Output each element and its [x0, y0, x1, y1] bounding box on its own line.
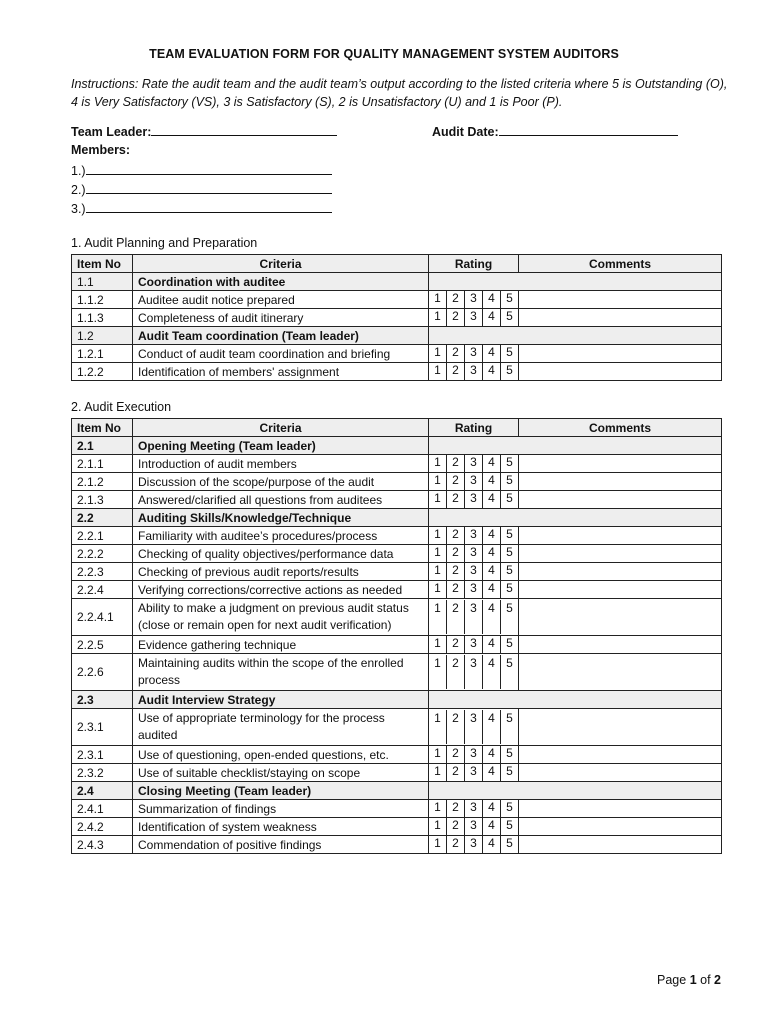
comments-cell[interactable] [519, 473, 722, 491]
page-label: Page [657, 973, 687, 987]
rating-option-5[interactable]: 5 [500, 655, 518, 689]
rating-cell [429, 491, 519, 509]
rating-option-4[interactable]: 4 [482, 764, 500, 781]
criteria-text: Answered/clarified all questions from auditees [133, 491, 429, 509]
rating-cell [429, 636, 519, 654]
rating-option-2[interactable]: 2 [446, 363, 464, 380]
rating-option-5[interactable]: 5 [500, 836, 518, 853]
rating-option-3[interactable]: 3 [464, 545, 482, 562]
rating-option-1[interactable]: 1 [434, 345, 441, 359]
item-number: 2.3.2 [72, 764, 133, 782]
criteria-text: Auditing Skills/Knowledge/Technique [133, 509, 429, 527]
item-number: 2.2.4.1 [72, 599, 133, 636]
rating-option-1[interactable]: 1 [434, 455, 441, 469]
rating-option-4[interactable]: 4 [482, 655, 500, 689]
table-row [72, 599, 722, 636]
comments-cell[interactable] [519, 345, 722, 363]
criteria-text: Maintaining audits within the scope of the enrolled process [133, 654, 429, 691]
rating-cell [429, 455, 519, 473]
criteria-text: Use of suitable checklist/staying on scope [133, 764, 429, 782]
item-number: 2.1.2 [72, 473, 133, 491]
rating-option-5[interactable]: 5 [500, 746, 518, 763]
criteria-text: Use of questioning, open-ended questions, etc. [133, 746, 429, 764]
criteria-text: Verifying corrections/corrective actions as needed [133, 581, 429, 599]
rating-option-3[interactable]: 3 [464, 363, 482, 380]
rating-option-2[interactable]: 2 [446, 710, 464, 744]
rating-option-1[interactable]: 1 [434, 601, 441, 615]
audit-planning-table [71, 254, 722, 381]
item-number: 1.2.2 [72, 363, 133, 381]
rating-option-1[interactable]: 1 [434, 473, 441, 487]
criteria-text: Summarization of findings [133, 800, 429, 818]
current-page: 1 [689, 973, 697, 987]
criteria-text: Conduct of audit team coordination and briefing [133, 345, 429, 363]
table-header-row [72, 419, 722, 437]
rating-option-2[interactable]: 2 [446, 818, 464, 835]
rating-option-3[interactable]: 3 [464, 455, 482, 472]
item-number: 2.4.1 [72, 800, 133, 818]
rating-option-1[interactable]: 1 [434, 563, 441, 577]
table-row [72, 746, 722, 764]
rating-option-2[interactable]: 2 [446, 800, 464, 817]
group-spacer [429, 691, 722, 709]
criteria-text: Evidence gathering technique [133, 636, 429, 654]
rating-cell [429, 473, 519, 491]
rating-option-1[interactable]: 1 [434, 836, 441, 850]
group-spacer [429, 437, 722, 455]
rating-option-1[interactable]: 1 [434, 746, 441, 760]
item-number: 2.3.1 [72, 709, 133, 746]
criteria-text: Opening Meeting (Team leader) [133, 437, 429, 455]
table-row [72, 764, 722, 782]
item-number: 1.1.2 [72, 291, 133, 309]
table-row [72, 527, 722, 545]
item-number: 2.4.2 [72, 818, 133, 836]
comments-cell[interactable] [519, 309, 722, 327]
table-row [72, 709, 722, 746]
table-row [72, 437, 722, 455]
comments-cell[interactable] [519, 363, 722, 381]
criteria-text: Checking of previous audit reports/results [133, 563, 429, 581]
rating-option-2[interactable]: 2 [446, 836, 464, 853]
rating-option-2[interactable]: 2 [446, 545, 464, 562]
rating-option-3[interactable]: 3 [464, 309, 482, 326]
member-2-line[interactable] [86, 181, 332, 194]
group-spacer [429, 509, 722, 527]
rating-option-4[interactable]: 4 [482, 800, 500, 817]
rating-option-2[interactable]: 2 [446, 491, 464, 508]
rating-option-4[interactable]: 4 [482, 818, 500, 835]
rating-option-1[interactable]: 1 [434, 491, 441, 505]
rating-option-5[interactable]: 5 [500, 818, 518, 835]
item-number: 2.2.4 [72, 581, 133, 599]
rating-option-1[interactable]: 1 [434, 363, 441, 377]
item-number: 2.2.2 [72, 545, 133, 563]
rating-option-3[interactable]: 3 [464, 818, 482, 835]
rating-option-1[interactable]: 1 [434, 636, 441, 650]
table-header-row [72, 255, 722, 273]
rating-option-3[interactable]: 3 [464, 581, 482, 598]
rating-option-5[interactable]: 5 [500, 800, 518, 817]
item-number: 2.4 [72, 782, 133, 800]
rating-option-5[interactable]: 5 [500, 491, 518, 508]
rating-option-2[interactable]: 2 [446, 636, 464, 653]
rating-option-2[interactable]: 2 [446, 345, 464, 362]
rating-option-4[interactable]: 4 [482, 491, 500, 508]
header-criteria: Criteria [133, 419, 429, 437]
rating-cell [429, 309, 519, 327]
rating-option-5[interactable]: 5 [500, 764, 518, 781]
rating-option-2[interactable]: 2 [446, 581, 464, 598]
comments-cell[interactable] [519, 455, 722, 473]
table-row [72, 345, 722, 363]
rating-option-5[interactable]: 5 [500, 563, 518, 580]
rating-option-4[interactable]: 4 [482, 746, 500, 763]
criteria-text: Completeness of audit itinerary [133, 309, 429, 327]
group-spacer [429, 782, 722, 800]
rating-option-1[interactable]: 1 [434, 711, 441, 725]
section-1-title: 1. Audit Planning and Preparation [71, 236, 258, 250]
rating-cell [429, 563, 519, 581]
rating-option-3[interactable]: 3 [464, 473, 482, 490]
item-number: 2.1.3 [72, 491, 133, 509]
member-3-field[interactable] [71, 200, 332, 216]
comments-cell[interactable] [519, 599, 722, 636]
header-comments: Comments [519, 255, 722, 273]
form-title: TEAM EVALUATION FORM FOR QUALITY MANAGEMENT SYSTEM AUDITORS [149, 47, 619, 61]
comments-cell[interactable] [519, 764, 722, 782]
item-number: 2.2.1 [72, 527, 133, 545]
rating-option-4[interactable]: 4 [482, 527, 500, 544]
table-row [72, 473, 722, 491]
criteria-text: Closing Meeting (Team leader) [133, 782, 429, 800]
table-row [72, 545, 722, 563]
item-number: 1.2.1 [72, 345, 133, 363]
comments-cell[interactable] [519, 746, 722, 764]
rating-option-3[interactable]: 3 [464, 527, 482, 544]
rating-cell [429, 581, 519, 599]
rating-option-2[interactable]: 2 [446, 291, 464, 308]
page-number [657, 973, 721, 987]
item-number: 2.1 [72, 437, 133, 455]
comments-cell[interactable] [519, 800, 722, 818]
rating-option-2[interactable]: 2 [446, 600, 464, 634]
rating-option-2[interactable]: 2 [446, 746, 464, 763]
instructions: Instructions: Rate the audit team and the audit team’s output according to the listed criteria where 5 is Outstanding (O), 4 is Very Satisfactory (VS), 3 is Satisfactory (S), 2 is Unsatisfactory (U) and 1 is Poor (P). [71, 77, 728, 109]
rating-option-1[interactable]: 1 [434, 527, 441, 541]
rating-option-4[interactable]: 4 [482, 345, 500, 362]
team-leader-field[interactable] [71, 123, 337, 139]
comments-cell[interactable] [519, 836, 722, 854]
rating-option-2[interactable]: 2 [446, 455, 464, 472]
rating-cell [429, 654, 519, 691]
criteria-text: Coordination with auditee [133, 273, 429, 291]
item-number: 1.2 [72, 327, 133, 345]
rating-cell [429, 836, 519, 854]
rating-option-1[interactable]: 1 [434, 581, 441, 595]
rating-option-5[interactable]: 5 [500, 636, 518, 653]
rating-option-4[interactable]: 4 [482, 545, 500, 562]
rating-option-3[interactable]: 3 [464, 710, 482, 744]
item-number: 2.3.1 [72, 746, 133, 764]
table-row [72, 491, 722, 509]
criteria-text: Identification of system weakness [133, 818, 429, 836]
rating-option-3[interactable]: 3 [464, 800, 482, 817]
criteria-text: Identification of members' assignment [133, 363, 429, 381]
table-row [72, 509, 722, 527]
rating-option-4[interactable]: 4 [482, 363, 500, 380]
criteria-text: Commendation of positive findings [133, 836, 429, 854]
member-3-label: 3.) [71, 202, 86, 216]
rating-option-3[interactable]: 3 [464, 655, 482, 689]
rating-option-5[interactable]: 5 [500, 309, 518, 326]
item-number: 2.2.6 [72, 654, 133, 691]
rating-option-4[interactable]: 4 [482, 581, 500, 598]
header-item-no: Item No [72, 419, 133, 437]
rating-option-5[interactable]: 5 [500, 291, 518, 308]
item-number: 1.1.3 [72, 309, 133, 327]
of-label: of [700, 973, 711, 987]
table-row [72, 836, 722, 854]
comments-cell[interactable] [519, 291, 722, 309]
rating-cell [429, 599, 519, 636]
rating-cell [429, 345, 519, 363]
rating-cell [429, 527, 519, 545]
member-1-field[interactable] [71, 162, 332, 178]
group-spacer [429, 273, 722, 291]
rating-option-5[interactable]: 5 [500, 545, 518, 562]
rating-cell [429, 363, 519, 381]
rating-option-2[interactable]: 2 [446, 473, 464, 490]
member-2-field[interactable] [71, 181, 332, 197]
rating-option-2[interactable]: 2 [446, 527, 464, 544]
table-row [72, 273, 722, 291]
item-number: 2.2.3 [72, 563, 133, 581]
rating-option-4[interactable]: 4 [482, 636, 500, 653]
item-number: 2.2 [72, 509, 133, 527]
rating-option-1[interactable]: 1 [434, 291, 441, 305]
rating-option-1[interactable]: 1 [434, 764, 441, 778]
comments-cell[interactable] [519, 581, 722, 599]
rating-cell [429, 291, 519, 309]
rating-option-1[interactable]: 1 [434, 656, 441, 670]
criteria-text: Use of appropriate terminology for the process audited [133, 709, 429, 746]
rating-option-4[interactable]: 4 [482, 309, 500, 326]
criteria-text: Familiarity with auditee’s procedures/process [133, 527, 429, 545]
rating-option-3[interactable]: 3 [464, 291, 482, 308]
criteria-text: Audit Interview Strategy [133, 691, 429, 709]
table-row [72, 327, 722, 345]
item-number: 2.3 [72, 691, 133, 709]
item-number: 2.4.3 [72, 836, 133, 854]
rating-option-3[interactable]: 3 [464, 764, 482, 781]
comments-cell[interactable] [519, 709, 722, 746]
rating-option-4[interactable]: 4 [482, 563, 500, 580]
audit-date-field[interactable] [432, 123, 678, 139]
criteria-text: Ability to make a judgment on previous audit status (close or remain open for next audit verification) [133, 599, 429, 636]
table-row [72, 636, 722, 654]
audit-date-line[interactable] [499, 123, 678, 136]
rating-option-3[interactable]: 3 [464, 746, 482, 763]
audit-date-label: Audit Date: [432, 125, 499, 139]
comments-cell[interactable] [519, 527, 722, 545]
rating-option-2[interactable]: 2 [446, 563, 464, 580]
rating-option-5[interactable]: 5 [500, 345, 518, 362]
comments-cell[interactable] [519, 818, 722, 836]
rating-option-2[interactable]: 2 [446, 309, 464, 326]
comments-cell[interactable] [519, 636, 722, 654]
comments-cell[interactable] [519, 545, 722, 563]
member-3-line[interactable] [86, 200, 332, 213]
criteria-text: Checking of quality objectives/performance data [133, 545, 429, 563]
rating-option-2[interactable]: 2 [446, 764, 464, 781]
header-rating: Rating [429, 255, 519, 273]
total-pages: 2 [714, 973, 721, 987]
rating-option-5[interactable]: 5 [500, 473, 518, 490]
comments-cell[interactable] [519, 654, 722, 691]
rating-option-5[interactable]: 5 [500, 527, 518, 544]
member-1-line[interactable] [86, 162, 332, 175]
table-row [72, 800, 722, 818]
rating-option-3[interactable]: 3 [464, 836, 482, 853]
rating-option-4[interactable]: 4 [482, 291, 500, 308]
rating-option-4[interactable]: 4 [482, 473, 500, 490]
table-row [72, 581, 722, 599]
header-criteria: Criteria [133, 255, 429, 273]
rating-option-5[interactable]: 5 [500, 363, 518, 380]
rating-option-1[interactable]: 1 [434, 309, 441, 323]
rating-option-3[interactable]: 3 [464, 563, 482, 580]
rating-cell [429, 709, 519, 746]
comments-cell[interactable] [519, 563, 722, 581]
criteria-text: Audit Team coordination (Team leader) [133, 327, 429, 345]
rating-option-4[interactable]: 4 [482, 600, 500, 634]
rating-cell [429, 800, 519, 818]
item-number: 2.2.5 [72, 636, 133, 654]
item-number: 1.1 [72, 273, 133, 291]
comments-cell[interactable] [519, 491, 722, 509]
table-row [72, 691, 722, 709]
rating-cell [429, 746, 519, 764]
rating-option-5[interactable]: 5 [500, 710, 518, 744]
table-row [72, 455, 722, 473]
rating-option-5[interactable]: 5 [500, 600, 518, 634]
rating-option-3[interactable]: 3 [464, 491, 482, 508]
table-row [72, 563, 722, 581]
header-rating: Rating [429, 419, 519, 437]
rating-option-4[interactable]: 4 [482, 836, 500, 853]
team-leader-line[interactable] [151, 123, 337, 136]
table-row [72, 291, 722, 309]
rating-option-3[interactable]: 3 [464, 600, 482, 634]
rating-cell [429, 764, 519, 782]
member-1-label: 1.) [71, 164, 86, 178]
rating-option-5[interactable]: 5 [500, 455, 518, 472]
table-row [72, 818, 722, 836]
table-row [72, 782, 722, 800]
table-row [72, 309, 722, 327]
group-spacer [429, 327, 722, 345]
section-2-title: 2. Audit Execution [71, 400, 172, 414]
rating-option-1[interactable]: 1 [434, 800, 441, 814]
rating-option-4[interactable]: 4 [482, 455, 500, 472]
criteria-text: Introduction of audit members [133, 455, 429, 473]
header-item-no: Item No [72, 255, 133, 273]
rating-cell [429, 545, 519, 563]
header-comments: Comments [519, 419, 722, 437]
member-2-label: 2.) [71, 183, 86, 197]
rating-option-1[interactable]: 1 [434, 818, 441, 832]
audit-execution-table [71, 418, 722, 854]
rating-option-1[interactable]: 1 [434, 545, 441, 559]
rating-option-2[interactable]: 2 [446, 655, 464, 689]
criteria-text: Auditee audit notice prepared [133, 291, 429, 309]
table-row [72, 654, 722, 691]
table-row [72, 363, 722, 381]
rating-option-4[interactable]: 4 [482, 710, 500, 744]
rating-option-3[interactable]: 3 [464, 345, 482, 362]
members-label: Members: [71, 143, 131, 157]
rating-option-3[interactable]: 3 [464, 636, 482, 653]
criteria-text: Discussion of the scope/purpose of the audit [133, 473, 429, 491]
team-leader-label: Team Leader: [71, 125, 152, 139]
item-number: 2.1.1 [72, 455, 133, 473]
rating-option-5[interactable]: 5 [500, 581, 518, 598]
rating-cell [429, 818, 519, 836]
